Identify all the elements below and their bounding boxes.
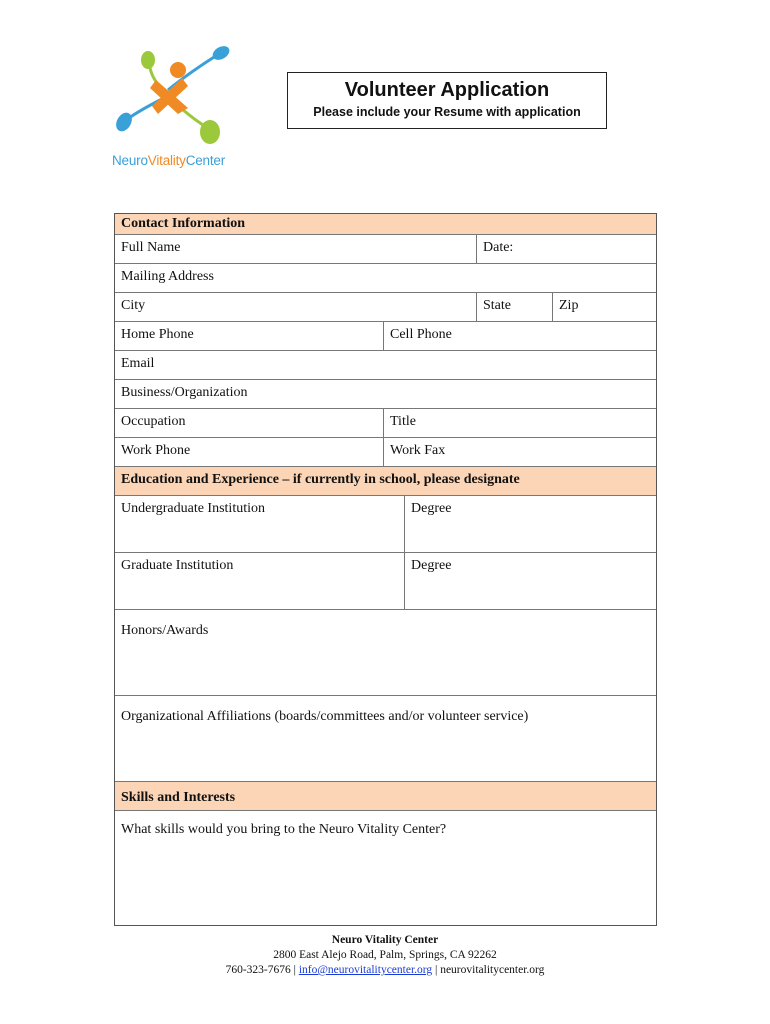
form-row-affiliations xyxy=(115,695,656,781)
work-fax-field[interactable]: Work Fax xyxy=(383,438,656,466)
undergraduate-degree-field[interactable]: Degree xyxy=(404,496,656,552)
form-row-business xyxy=(115,379,656,408)
organizational-affiliations-field[interactable]: Organizational Affiliations (boards/committees and/or volunteer service) xyxy=(121,709,529,724)
skills-question-field[interactable]: What skills would you bring to the Neuro Vitality Center? xyxy=(121,822,447,837)
footer-contact-line xyxy=(0,963,770,978)
honors-awards-field[interactable]: Honors/Awards xyxy=(121,623,209,638)
form-row-skills xyxy=(115,810,656,925)
logo-text-vitality: Vitality xyxy=(147,153,186,168)
occupation-field[interactable]: Occupation xyxy=(121,414,186,429)
city-field[interactable]: City xyxy=(121,298,146,313)
title-box xyxy=(287,72,607,129)
skills-section-header-row xyxy=(115,781,656,810)
footer-separator: | xyxy=(432,964,441,976)
zip-field[interactable]: Zip xyxy=(552,293,656,321)
education-section-header: Education and Experience – if currently in school, please designate xyxy=(121,472,520,487)
contact-section-header: Contact Information xyxy=(121,216,246,231)
application-form xyxy=(114,213,657,926)
form-row-email xyxy=(115,350,656,379)
page-footer xyxy=(0,933,770,978)
footer-org-name: Neuro Vitality Center xyxy=(331,934,439,946)
logo-figure-icon xyxy=(110,40,250,155)
logo-text-center: Center xyxy=(185,153,226,168)
form-row-undergrad xyxy=(115,495,656,552)
graduate-institution-field[interactable]: Graduate Institution xyxy=(121,558,234,573)
education-section-header-row xyxy=(115,466,656,495)
form-row-address xyxy=(115,263,656,292)
form-row-work xyxy=(115,437,656,466)
form-row-occupation xyxy=(115,408,656,437)
cell-phone-field[interactable]: Cell Phone xyxy=(383,322,656,350)
neuro-vitality-logo xyxy=(110,40,250,175)
graduate-degree-field[interactable]: Degree xyxy=(404,553,656,609)
form-row-honors xyxy=(115,609,656,695)
undergraduate-institution-field[interactable]: Undergraduate Institution xyxy=(121,501,265,516)
logo-wordmark xyxy=(112,153,225,168)
logo-text-neuro: Neuro xyxy=(112,153,148,168)
footer-separator: | xyxy=(290,964,299,976)
contact-section-header-row xyxy=(115,214,656,234)
mailing-address-field[interactable]: Mailing Address xyxy=(121,269,214,284)
email-field[interactable]: Email xyxy=(121,356,155,371)
form-row-city xyxy=(115,292,656,321)
form-row-name xyxy=(115,234,656,263)
full-name-field[interactable]: Full Name xyxy=(121,240,181,255)
state-field[interactable]: State xyxy=(476,293,552,321)
title-field[interactable]: Title xyxy=(383,409,656,437)
work-phone-field[interactable]: Work Phone xyxy=(121,443,191,458)
business-organization-field[interactable]: Business/Organization xyxy=(121,385,248,400)
footer-phone: 760-323-7676 xyxy=(225,964,291,976)
skills-section-header: Skills and Interests xyxy=(121,790,236,805)
page-title: Volunteer Application xyxy=(344,79,550,101)
home-phone-field[interactable]: Home Phone xyxy=(121,327,194,342)
form-row-grad xyxy=(115,552,656,609)
footer-website: neurovitalitycenter.org xyxy=(440,964,545,976)
footer-address: 2800 East Alejo Road, Palm, Springs, CA 92262 xyxy=(273,949,497,961)
footer-email-link[interactable]: info@neurovitalitycenter.org xyxy=(298,964,433,976)
date-field[interactable]: Date: xyxy=(476,235,656,263)
page-subtitle: Please include your Resume with application xyxy=(313,105,581,119)
form-row-phones xyxy=(115,321,656,350)
